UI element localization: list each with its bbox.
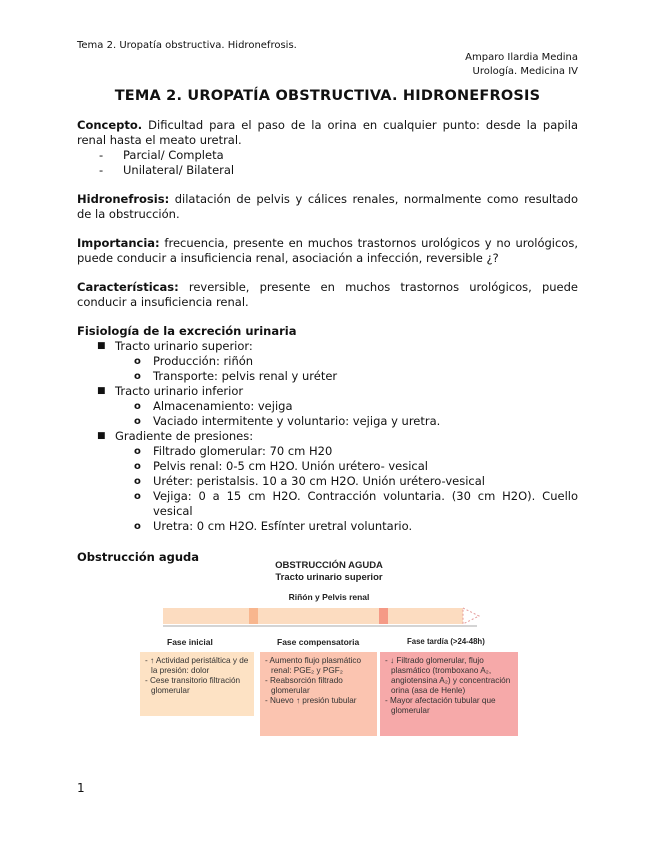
circle-bullet-icon: o xyxy=(134,401,141,412)
group-label: Tracto urinario superior: xyxy=(115,339,253,353)
figure-title: OBSTRUCCIÓN AGUDA xyxy=(275,560,383,571)
importancia-paragraph xyxy=(77,236,578,266)
list-item: - Unilateral/ Bilateral xyxy=(77,163,578,178)
timeline-arrow-head xyxy=(463,608,479,624)
phase-marker xyxy=(249,608,258,624)
square-bullet-icon: ■ xyxy=(97,431,106,441)
phase-line: - Cese transitorio filtración glomerular xyxy=(145,676,241,695)
importancia-text: frecuencia, presente en muchos trastornos urológicos y no urológicos, puede conducir a insuficiencia renal, asociación a infección, reversible ¿? xyxy=(77,236,578,265)
obstruccion-aguda-figure xyxy=(137,556,521,742)
list-item xyxy=(115,519,578,534)
phase-line: - Aumento flujo plasmático renal: PGE₂ y PGF₂ xyxy=(265,656,362,675)
item-text: Vaciado intermitente y voluntario: vejiga y uretra. xyxy=(153,414,441,428)
hidronefrosis-text: dilatación de pelvis y cálices renales, normalmente como resultado de la obstrucción. xyxy=(77,192,578,221)
importancia-label: Importancia: xyxy=(77,236,160,250)
phase-line: - Nuevo ↑ presión tubular xyxy=(265,696,357,705)
list-item xyxy=(115,489,578,519)
author-name: Amparo Ilardia Medina xyxy=(465,52,578,63)
page-number: 1 xyxy=(77,781,85,795)
list-item xyxy=(115,444,578,459)
list-item xyxy=(77,339,578,384)
concepto-label: Concepto. xyxy=(77,118,143,132)
list-item xyxy=(77,429,578,534)
list-item xyxy=(115,414,578,429)
list-item xyxy=(115,369,578,384)
phase-label-compensatoria: Fase compensatoria xyxy=(277,637,360,647)
square-bullet-icon: ■ xyxy=(97,341,106,351)
concepto-paragraph xyxy=(77,118,578,148)
concepto-text: Dificultad para el paso de la orina en cualquier punto: desde la papila renal hasta el meato uretral. xyxy=(77,118,578,147)
phase-line: - Reabsorción filtrado glomerular xyxy=(265,676,343,695)
phase-line: - Mayor afectación tubular que glomerular xyxy=(385,696,496,715)
list-item: - Parcial/ Completa xyxy=(77,148,578,163)
figure-location: Riñón y Pelvis renal xyxy=(288,592,370,602)
list-item xyxy=(115,459,578,474)
phase-label-tardia: Fase tardía (>24-48h) xyxy=(407,637,485,646)
sub-list xyxy=(115,354,578,384)
timeline-bar xyxy=(163,608,463,624)
circle-bullet-icon: o xyxy=(134,461,141,472)
list-item xyxy=(115,399,578,414)
item-text: Transporte: pelvis renal y uréter xyxy=(153,369,338,383)
circle-bullet-icon: o xyxy=(134,491,141,502)
hidronefrosis-label: Hidronefrosis: xyxy=(77,192,170,206)
circle-bullet-icon: o xyxy=(134,446,141,457)
obstruccion-heading: Obstrucción aguda xyxy=(77,550,200,564)
circle-bullet-icon: o xyxy=(134,371,141,382)
group-label: Tracto urinario inferior xyxy=(115,384,244,398)
item-text: Producción: riñón xyxy=(153,354,254,368)
item-text: Uréter: peristalsis. 10 a 30 cm H2O. Unión urétero-vesical xyxy=(153,474,485,488)
phase-line: - ↑ Actividad peristáltica y de la presión: dolor xyxy=(145,656,249,675)
course-name: Urología. Medicina IV xyxy=(472,66,578,77)
phase-line: - ↓ Filtrado glomerular, flujo plasmático (tromboxano A₂, angiotensina A₂) y concentración orina (asa de Henle) xyxy=(385,656,511,695)
caracteristicas-label: Características: xyxy=(77,280,179,294)
fisiologia-list xyxy=(77,339,578,534)
caracteristicas-paragraph xyxy=(77,280,578,310)
item-text: Pelvis renal: 0-5 cm H2O. Unión urétero- vesical xyxy=(153,459,429,473)
page-title: TEMA 2. UROPATÍA OBSTRUCTIVA. HIDRONEFROSIS xyxy=(114,88,541,104)
concepto-list xyxy=(77,148,578,178)
circle-bullet-icon: o xyxy=(134,476,141,487)
item-text: Vejiga: 0 a 15 cm H2O. Contracción voluntaria. (30 cm H2O). Cuello vesical xyxy=(153,489,578,518)
phase-label-inicial: Fase inicial xyxy=(167,637,213,647)
document-body xyxy=(77,118,578,565)
sub-list xyxy=(115,399,578,429)
phase-box-inicial xyxy=(140,652,254,716)
circle-bullet-icon: o xyxy=(134,356,141,367)
list-item xyxy=(115,474,578,489)
group-label: Gradiente de presiones: xyxy=(115,429,254,443)
item-text: Almacenamiento: vejiga xyxy=(153,399,293,413)
figure-subtitle: Tracto urinario superior xyxy=(275,572,383,583)
author-block xyxy=(465,51,578,79)
circle-bullet-icon: o xyxy=(134,521,141,532)
timeline-arrow xyxy=(137,604,521,634)
hidronefrosis-paragraph xyxy=(77,192,578,222)
circle-bullet-icon: o xyxy=(134,416,141,427)
caracteristicas-text: reversible, presente en muchos trastornos urológicos, puede conducir a insuficiencia renal. xyxy=(77,280,578,309)
list-item xyxy=(77,384,578,429)
running-header: Tema 2. Uropatía obstructiva. Hidronefrosis. xyxy=(77,40,297,51)
item-text: Filtrado glomerular: 70 cm H20 xyxy=(153,444,333,458)
list-item xyxy=(115,354,578,369)
item-text: Uretra: 0 cm H2O. Esfínter uretral voluntario. xyxy=(153,519,413,533)
phase-marker xyxy=(379,608,388,624)
square-bullet-icon: ■ xyxy=(97,386,106,396)
sub-list xyxy=(115,444,578,534)
phase-box-tardia xyxy=(380,652,518,736)
fisiologia-heading: Fisiología de la excreción urinaria xyxy=(77,324,297,338)
phase-box-compensatoria xyxy=(260,652,377,736)
